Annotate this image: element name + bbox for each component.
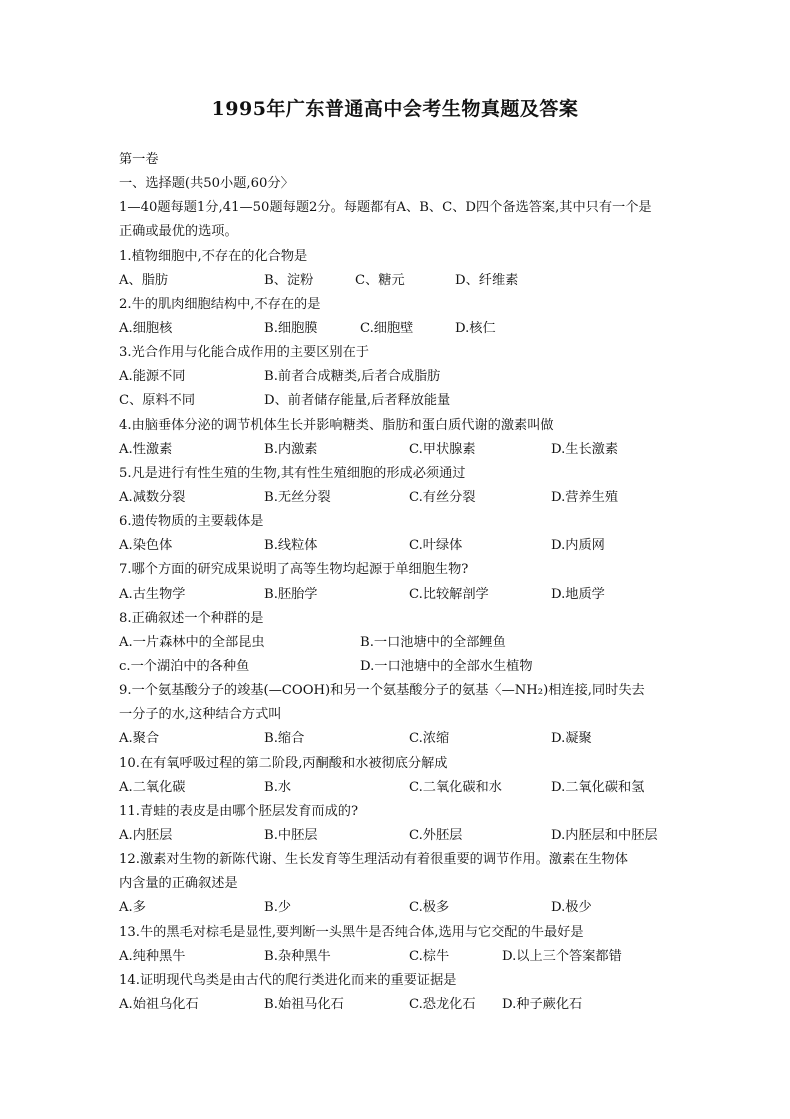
option-d: D.地质学 xyxy=(551,586,605,602)
option-c: c.一个湖泊中的各种鱼 xyxy=(119,658,250,674)
options-row xyxy=(119,631,679,655)
option-a: A.染色体 xyxy=(119,538,173,554)
option-a: A.纯种黑牛 xyxy=(119,948,186,964)
option-d: D.核仁 xyxy=(455,320,496,336)
option-c: C、原料不同 xyxy=(119,393,196,409)
option-c: C.细胞壁 xyxy=(360,320,414,336)
option-a: A.多 xyxy=(119,900,146,916)
option-b: B.水 xyxy=(264,779,292,795)
option-a: A.性激素 xyxy=(119,441,173,457)
question-stem: 10.在有氧呼吸过程的第二阶段,丙酮酸和水被彻底分解成 xyxy=(119,755,448,771)
question-stem: 7.哪个方面的研究成果说明了高等生物均起源于单细胞生物? xyxy=(119,562,469,578)
option-a: A.聚合 xyxy=(119,731,160,747)
option-c: C.有丝分裂 xyxy=(409,489,476,505)
question-8 xyxy=(119,607,679,679)
option-b: B.胚胎学 xyxy=(264,586,318,602)
option-d: D.二氧化碳和氢 xyxy=(551,779,645,795)
question-stem: 12.激素对生物的新陈代谢、生长发育等生理活动有着很重要的调节作用。激素在生物体 xyxy=(119,852,628,868)
option-a: A.始祖乌化石 xyxy=(119,996,199,1012)
option-c: C.叶绿体 xyxy=(409,538,463,554)
question-11 xyxy=(119,800,679,848)
options-row xyxy=(119,655,679,679)
question-9 xyxy=(119,679,679,751)
options-row xyxy=(119,583,679,607)
option-b: B.缩合 xyxy=(264,731,305,747)
option-b: B.少 xyxy=(264,900,292,916)
options-row xyxy=(119,365,679,389)
option-b: B.细胞膜 xyxy=(264,320,318,336)
options-row xyxy=(119,776,679,800)
options-row xyxy=(119,438,679,462)
question-10 xyxy=(119,752,679,800)
option-d: D.凝聚 xyxy=(551,731,592,747)
option-d: D.以上三个答案都错 xyxy=(502,948,622,964)
options-row xyxy=(119,824,679,848)
question-stem: 9.一个氨基酸分子的竣基(—COOH)和另一个氨基酸分子的氨基〈—NH₂)相连接,同时失去 xyxy=(119,683,645,699)
exam-content xyxy=(119,148,679,1017)
option-d: D.生长激素 xyxy=(551,441,619,457)
option-d: D.一口池塘中的全部水生植物 xyxy=(360,658,533,674)
option-a: A.古生物学 xyxy=(119,586,186,602)
options-row xyxy=(119,534,679,558)
option-c: C.极多 xyxy=(409,900,450,916)
question-5 xyxy=(119,462,679,510)
question-12 xyxy=(119,848,679,920)
option-b: B.线粒体 xyxy=(264,538,318,554)
question-1 xyxy=(119,245,679,293)
question-3 xyxy=(119,341,679,413)
option-a: A、脂肪 xyxy=(119,272,169,288)
instructions-line-1: 1—40题每题1分,41—50题每题2分。每题都有A、B、C、D四个备选答案,其中只有一个是 xyxy=(119,200,652,216)
question-stem: 一分子的水,这种结合方式叫 xyxy=(119,707,282,723)
question-stem: 内含量的正确叙述是 xyxy=(119,876,238,892)
option-c: C、糖元 xyxy=(355,272,405,288)
option-c: C.甲状腺素 xyxy=(409,441,476,457)
option-a: A.内胚层 xyxy=(119,827,173,843)
option-c: C.棕牛 xyxy=(409,948,450,964)
option-b: B.内激素 xyxy=(264,441,318,457)
options-row xyxy=(119,486,679,510)
option-b: B.杂种黑牛 xyxy=(264,948,331,964)
option-a: A.二氧化碳 xyxy=(119,779,186,795)
option-d: D.内胚层和中胚层 xyxy=(551,827,658,843)
part-heading: 一、选择题(共50小题,60分〉 xyxy=(119,176,294,192)
question-list xyxy=(119,245,679,1018)
option-d: D.种子蕨化石 xyxy=(502,996,583,1012)
question-14 xyxy=(119,969,679,1017)
question-stem: 11.青蛙的表皮是由哪个胚层发育而成的? xyxy=(119,803,359,819)
option-c: C.浓缩 xyxy=(409,731,450,747)
question-stem: 4.由脑垂体分泌的调节机体生长并影响糖类、脂肪和蛋白质代谢的激素叫做 xyxy=(119,417,554,433)
option-b: B.始祖马化石 xyxy=(264,996,344,1012)
question-stem: 2.牛的肌肉细胞结构中,不存在的是 xyxy=(119,296,321,312)
option-d: D、前者储存能量,后者释放能量 xyxy=(264,393,451,409)
question-stem: 5.凡是进行有性生殖的生物,其有性生殖细胞的形成必须通过 xyxy=(119,465,466,481)
option-d: D.极少 xyxy=(551,900,592,916)
option-c: C.恐龙化石 xyxy=(409,996,476,1012)
options-row xyxy=(119,993,679,1017)
question-stem: 6.遗传物质的主要载体是 xyxy=(119,514,264,530)
section-heading: 第一卷 xyxy=(119,152,159,167)
option-a: A.减数分裂 xyxy=(119,489,186,505)
option-a: A.一片森林中的全部昆虫 xyxy=(119,634,265,650)
question-stem: 1.植物细胞中,不存在的化合物是 xyxy=(119,248,308,264)
option-c: C.外胚层 xyxy=(409,827,463,843)
options-row xyxy=(119,269,679,293)
option-a: A.能源不同 xyxy=(119,369,186,385)
options-row xyxy=(119,896,679,920)
question-stem: 14.证明现代鸟类是由古代的爬行类进化而来的重要证据是 xyxy=(119,972,457,988)
option-a: A.细胞核 xyxy=(119,320,173,336)
option-b: B、淀粉 xyxy=(264,272,314,288)
question-stem: 13.牛的黑毛对棕毛是显性,要判断一头黑牛是否纯合体,选用与它交配的牛最好是 xyxy=(119,924,584,940)
option-b: B.前者合成糖类,后者合成脂肪 xyxy=(264,369,441,385)
question-stem: 8.正确叙述一个种群的是 xyxy=(119,610,264,626)
options-row xyxy=(119,317,679,341)
options-row xyxy=(119,945,679,969)
option-d: D.内质网 xyxy=(551,538,605,554)
question-4 xyxy=(119,414,679,462)
option-b: B.中胚层 xyxy=(264,827,318,843)
option-b: B.无丝分裂 xyxy=(264,489,331,505)
question-stem: 3.光合作用与化能合成作用的主要区别在于 xyxy=(119,345,369,361)
option-d: D.营养生殖 xyxy=(551,489,619,505)
options-row xyxy=(119,389,679,413)
option-b: B.一口池塘中的全部鲤鱼 xyxy=(360,634,506,650)
options-row xyxy=(119,727,679,751)
option-c: C.二氧化碳和水 xyxy=(409,779,502,795)
page-title: 1995年广东普通高中会考生物真题及答案 xyxy=(211,98,579,120)
question-13 xyxy=(119,921,679,969)
question-2 xyxy=(119,293,679,341)
question-6 xyxy=(119,510,679,558)
option-d: D、纤维素 xyxy=(455,272,519,288)
instructions-line-2: 正确或最优的选项。 xyxy=(119,224,238,240)
question-7 xyxy=(119,558,679,606)
option-c: C.比较解剖学 xyxy=(409,586,489,602)
